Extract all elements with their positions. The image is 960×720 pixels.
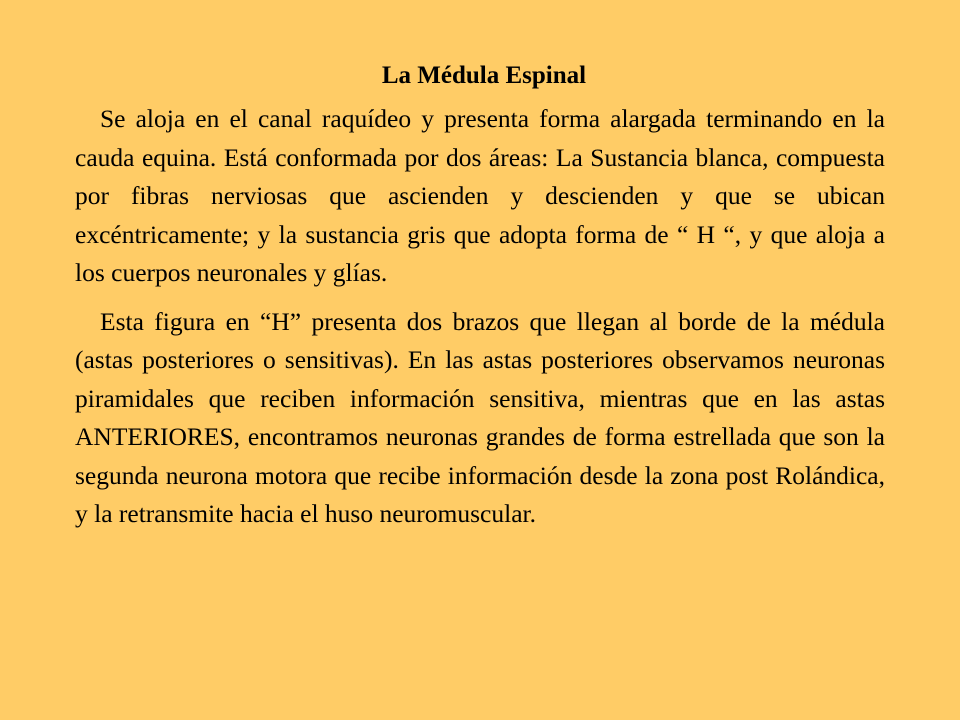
paragraph-h-figure-description: Esta figura en “H” presenta dos brazos que llegan al borde de la médula (astas posteriores o sensitivas). En las astas posteriores observamos neuronas piramidales que reciben información sensitiva, mientras que en las astas ANTERIORES, encontramos neuronas grandes de forma estrellada que son la segunda neurona motora que recibe información desde la zona post Rolándica, y la retransmite hacia el huso neuromuscular. [75, 306, 885, 528]
paragraph-spinal-cord-description: Se aloja en el canal raquídeo y presenta forma alargada terminando en la cauda equina. Está conformada por dos áreas: La Sustancia blanca, compuesta por fibras nerviosas que ascienden y descienden y que se ubican excéntricamente; y la sustancia gris que adopta forma de “ H “, y que aloja a los cuerpos neuronales y glías. [75, 104, 885, 287]
slide-title: La Médula Espinal [381, 62, 587, 89]
slide-content [75, 58, 885, 544]
